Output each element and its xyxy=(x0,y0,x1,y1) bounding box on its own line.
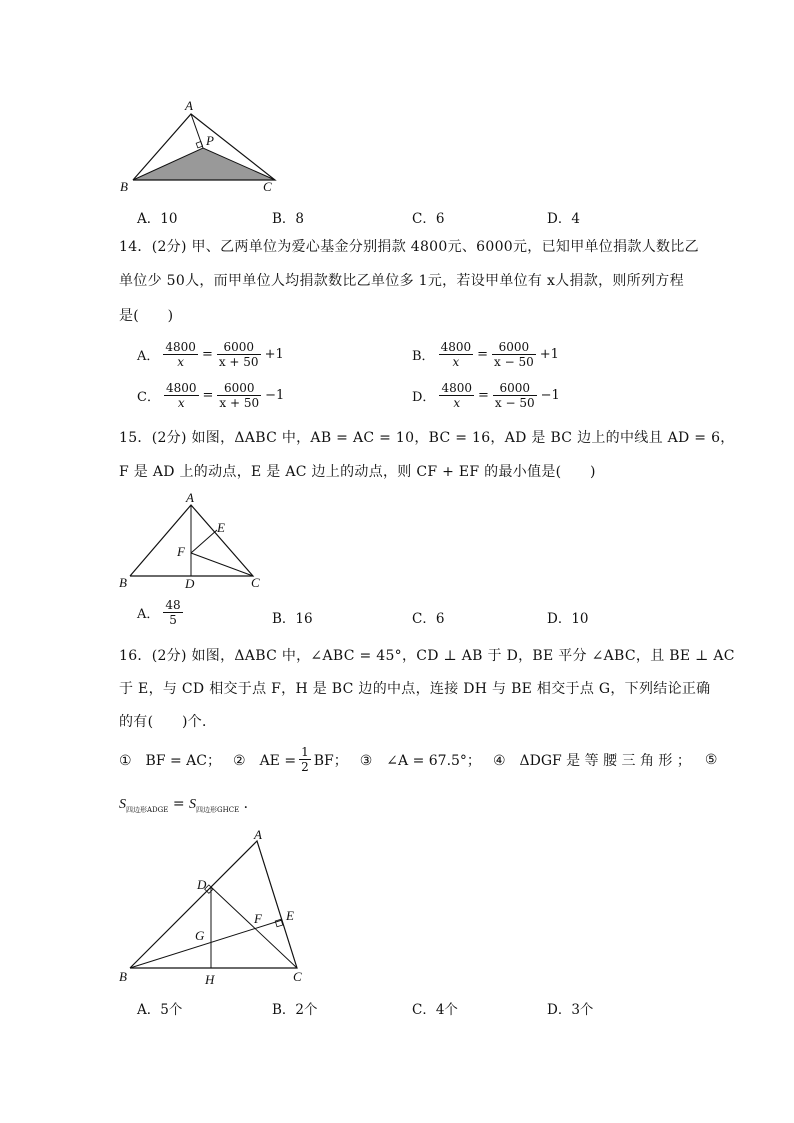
q13-option-a: A．10 xyxy=(137,211,178,227)
q14-text-line2: 单位少 50人，而甲单位人均捐款数比乙单位多 1元，若设甲单位有 x人捐款，则所列方程 xyxy=(119,273,684,289)
right-angle-mark xyxy=(196,141,202,147)
q15-option-b: B．16 xyxy=(272,611,313,627)
triangle-abc xyxy=(130,841,297,968)
label-b: B xyxy=(119,575,127,590)
q13-option-d: D．4 xyxy=(547,211,580,227)
label-p: P xyxy=(206,133,214,148)
q15-text-line2: F 是 AD 上的动点，E 是 AC 边上的动点，则 CF + EF 的最小值是( ) xyxy=(119,464,596,480)
q14-option-b: B． $\frac{4800}{x}$ = $\frac{6000}{x - 50}$ +1 xyxy=(412,340,559,369)
q16-option-d: D．3个 xyxy=(547,1002,594,1018)
q13-triangle-figure xyxy=(115,95,285,195)
q15-text-line1: 15．(2分) 如图，ΔABC 中，AB = AC = 10，BC = 16，AD 是 BC 边上的中线且 AD = 6， xyxy=(119,430,735,446)
label-h: H xyxy=(205,972,215,987)
q16-text-line1: 16．(2分) 如图，ΔABC 中，∠ABC = 45°，CD ⊥ AB 于 D，BE 平分 ∠ABC，且 BE ⊥ AC xyxy=(119,648,735,664)
label-a: A xyxy=(186,490,194,505)
q13-option-b: B．8 xyxy=(272,211,305,227)
q15-option-d: D．10 xyxy=(547,611,589,627)
label-c: C xyxy=(263,179,272,194)
q16-triangle-figure xyxy=(115,825,315,990)
conclusion-5-marker: ⑤ xyxy=(704,751,718,768)
label-e: E xyxy=(217,520,225,535)
label-f: F xyxy=(254,911,262,926)
conclusion-2-fraction: $\frac{1}{2}$ xyxy=(301,745,309,774)
q15-option-c: C．6 xyxy=(412,611,445,627)
label-e: E xyxy=(286,908,294,923)
label-d: D xyxy=(197,877,207,892)
label-f: F xyxy=(177,544,185,559)
label-a: A xyxy=(185,98,193,113)
right-angle-e xyxy=(275,919,282,926)
q16-option-c: C．4个 xyxy=(412,1002,458,1018)
label-a: A xyxy=(254,827,262,842)
q13-option-c: C．6 xyxy=(412,211,445,227)
q16-option-a: A．5个 xyxy=(137,1002,183,1018)
segment-be xyxy=(130,920,282,968)
label-b: B xyxy=(119,969,127,984)
conclusion-1: ① BF = AC； xyxy=(119,752,222,769)
q16-text-line2: 于 E，与 CD 相交于点 F，H 是 BC 边的中点，连接 DH 与 BE 相交于点 G，下列结论正确 xyxy=(119,681,711,697)
q14-option-d: D． $\frac{4800}{x}$ = $\frac{6000}{x - 50}$ −1 xyxy=(412,381,560,410)
q16-conclusion-5: $S_{四边形ADGE} = S_{四边形GHCE}$ ． xyxy=(119,796,258,814)
q14-text-line3: 是( ) xyxy=(119,308,174,324)
q16-option-b: B．2个 xyxy=(272,1002,318,1018)
q15-option-a: A． $\frac{48}{5}$ xyxy=(137,598,181,627)
label-c: C xyxy=(251,575,260,590)
q16-text-line3: 的有( )个． xyxy=(119,714,217,730)
conclusion-4: ④ ΔDGF 是 等 腰 三 角 形 ； xyxy=(492,752,691,769)
conclusion-2-prefix: ② AE = xyxy=(233,752,297,769)
label-b: B xyxy=(120,179,128,194)
label-c: C xyxy=(293,969,302,984)
q14-option-c: C． $\frac{4800}{x}$ = $\frac{6000}{x + 50}$ −1 xyxy=(137,381,285,410)
segment-fe xyxy=(191,530,217,553)
conclusion-2-suffix: BF； xyxy=(313,752,348,769)
conclusion-3: ③ ∠A = 67.5°； xyxy=(359,752,481,769)
q14-text-line1: 14．(2分) 甲、乙两单位为爱心基金分别捐款 4800元、6000元，已知甲单位捐款人数比乙 xyxy=(119,239,699,255)
q14-option-a: A． $\frac{4800}{x}$ = $\frac{6000}{x + 50}$ +1 xyxy=(137,340,284,369)
label-d: D xyxy=(185,576,195,591)
label-g: G xyxy=(195,928,205,943)
q16-conclusions-row xyxy=(119,745,717,774)
q15-triangle-figure xyxy=(115,490,275,595)
